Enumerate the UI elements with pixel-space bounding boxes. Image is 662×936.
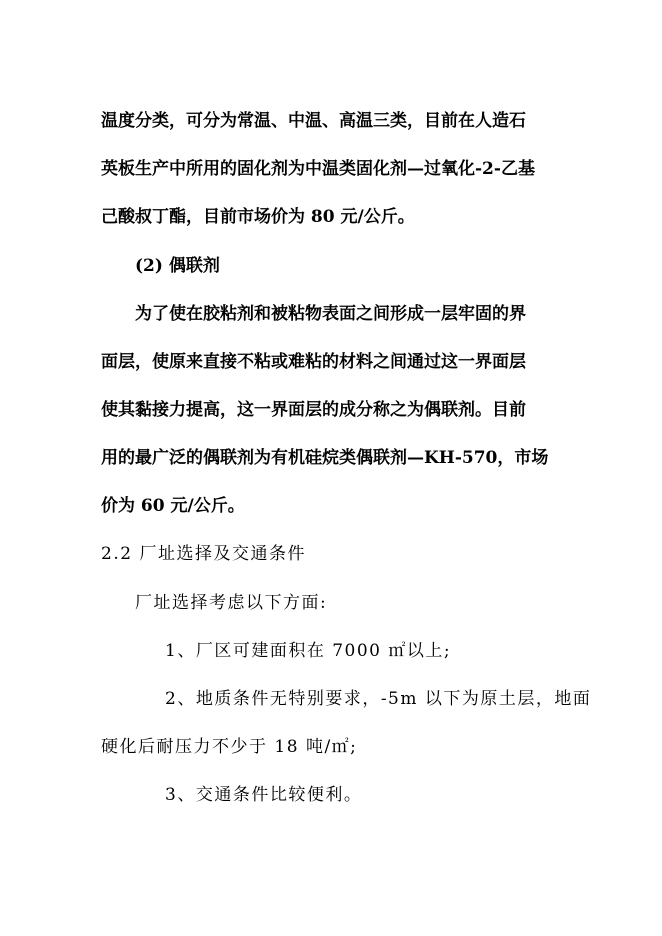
list-item-2-line-1: 2、地质条件无特别要求，-5m 以下为原土层，地面 [165, 689, 592, 709]
paragraph-1-line-3: 己酸叔丁酯，目前市场价为 80 元/公斤。 [101, 207, 415, 227]
paragraph-2-line-2: 面层，使原来直接不粘或难粘的材料之间通过这一界面层 [101, 352, 526, 372]
subheading-coupling-agent: (2) 偶联剂 [135, 256, 220, 276]
section-heading: 2.2 厂址选择及交通条件 [101, 544, 306, 564]
paragraph-2-line-3: 使其黏接力提高，这一界面层的成分称之为偶联剂。目前 [101, 400, 526, 420]
paragraph-2-line-4: 用的最广泛的偶联剂为有机硅烷类偶联剂—KH-570，市场 [101, 448, 549, 468]
list-item-2-line-2: 硬化后耐压力不少于 18 吨/㎡; [101, 737, 358, 757]
list-item-3: 3、交通条件比较便利。 [165, 785, 363, 805]
list-item-1: 1、厂区可建面积在 7000 ㎡以上; [165, 641, 452, 661]
paragraph-1-line-1: 温度分类，可分为常温、中温、高温三类，目前在人造石 [101, 111, 526, 131]
paragraph-2-line-5: 价为 60 元/公斤。 [101, 496, 245, 516]
paragraph-2-line-1: 为了使在胶粘剂和被粘物表面之间形成一层牢固的界 [135, 304, 526, 324]
paragraph-1-line-2: 英板生产中所用的固化剂为中温类固化剂—过氧化-2-乙基 [101, 159, 535, 179]
intro-text: 厂址选择考虑以下方面: [135, 593, 328, 613]
